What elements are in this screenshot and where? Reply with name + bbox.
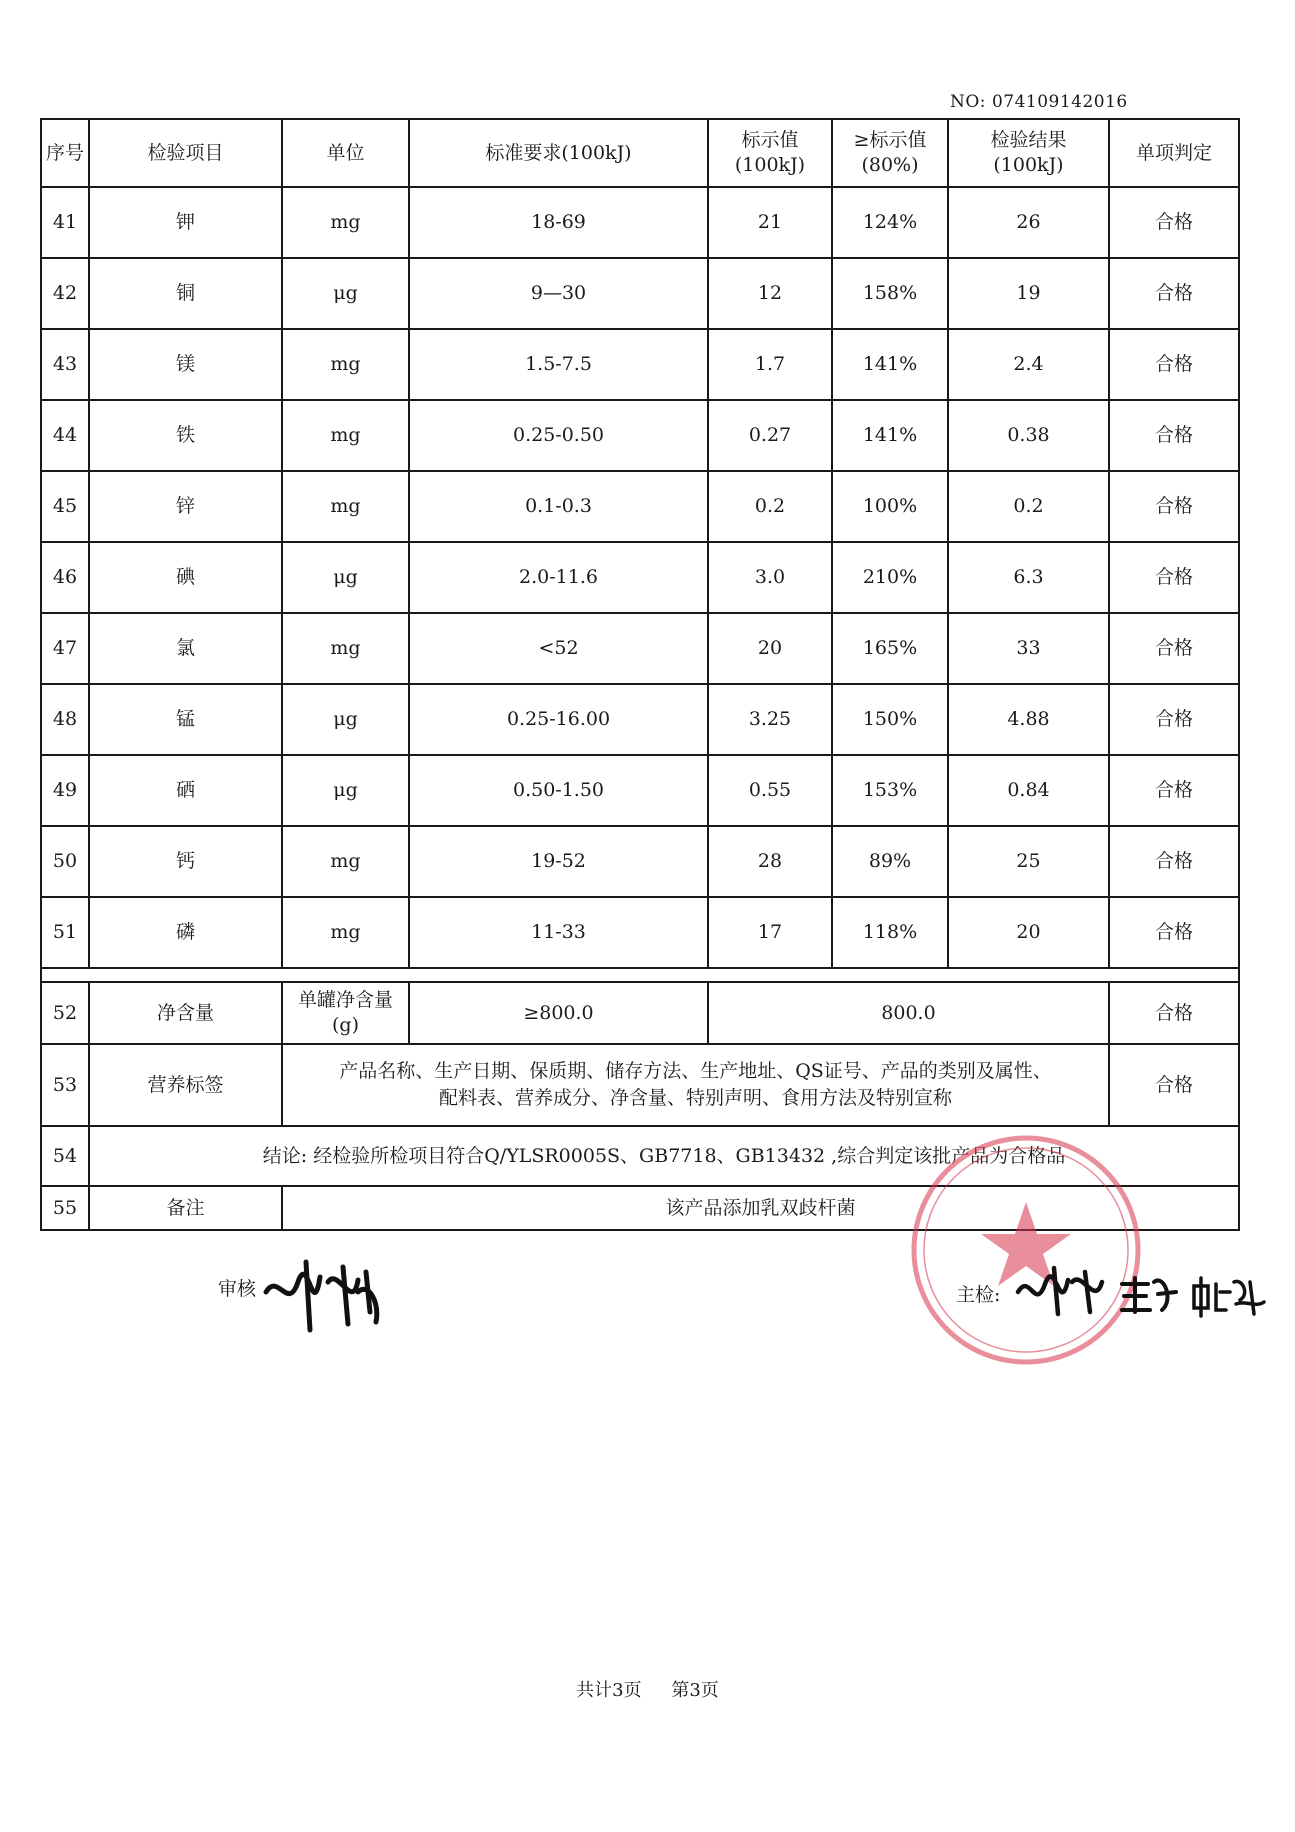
chief-signature-1 <box>1010 1262 1110 1322</box>
header-cell: 标准要求(100kJ) <box>409 119 708 187</box>
cell-labeled: 0.2 <box>708 471 832 542</box>
row53-judgement: 合格 <box>1109 1044 1239 1126</box>
cell-unit: mg <box>282 897 409 968</box>
review-signature <box>258 1252 388 1334</box>
cell-judgement: 合格 <box>1109 471 1239 542</box>
row53-content: 产品名称、生产日期、保质期、储存方法、生产地址、QS证号、产品的类别及属性、 配料表、营养成分、净含量、特别声明、食用方法及特别宣称 <box>282 1044 1109 1126</box>
cell-unit: mg <box>282 187 409 258</box>
cell-ratio: 100% <box>832 471 948 542</box>
table-row <box>41 826 1239 897</box>
cell-unit: mg <box>282 826 409 897</box>
review-signature-area <box>218 1274 256 1301</box>
cell-item: 锌 <box>89 471 282 542</box>
row52-judgement: 合格 <box>1109 982 1239 1044</box>
cell-unit: μg <box>282 258 409 329</box>
cell-result: 0.2 <box>948 471 1109 542</box>
cell-labeled: 20 <box>708 613 832 684</box>
table-row <box>41 400 1239 471</box>
header-cell: 单项判定 <box>1109 119 1239 187</box>
inspection-table <box>40 118 1240 1231</box>
gap-row <box>41 968 1239 982</box>
cell-result: 6.3 <box>948 542 1109 613</box>
cell-no: 50 <box>41 826 89 897</box>
table-row-52 <box>41 982 1239 1044</box>
cell-item: 铁 <box>89 400 282 471</box>
header-cell: 标示值 (100kJ) <box>708 119 832 187</box>
row53-no: 53 <box>41 1044 89 1126</box>
cell-item: 锰 <box>89 684 282 755</box>
row54-conclusion: 结论: 经检验所检项目符合Q/YLSR0005S、GB7718、GB13432 ,综合判定该批产品为合格品 <box>89 1126 1239 1186</box>
cell-result: 2.4 <box>948 329 1109 400</box>
cell-ratio: 118% <box>832 897 948 968</box>
cell-unit: mg <box>282 613 409 684</box>
chief-label: 主检: <box>956 1284 1001 1306</box>
cell-item: 铜 <box>89 258 282 329</box>
cell-item: 硒 <box>89 755 282 826</box>
cell-judgement: 合格 <box>1109 684 1239 755</box>
table-row <box>41 755 1239 826</box>
inspection-seal <box>906 1130 1146 1370</box>
cell-ratio: 89% <box>832 826 948 897</box>
header-row <box>41 119 1239 187</box>
row52-result: 800.0 <box>708 982 1109 1044</box>
cell-result: 0.84 <box>948 755 1109 826</box>
cell-standard: 0.50-1.50 <box>409 755 708 826</box>
cell-no: 46 <box>41 542 89 613</box>
cell-unit: mg <box>282 329 409 400</box>
row52-item: 净含量 <box>89 982 282 1044</box>
table-row <box>41 187 1239 258</box>
table-row <box>41 684 1239 755</box>
cell-ratio: 153% <box>832 755 948 826</box>
cell-labeled: 12 <box>708 258 832 329</box>
chief-signature-2 <box>1118 1270 1180 1316</box>
item-rows <box>41 187 1239 968</box>
row52-unit: 单罐净含量 (g) <box>282 982 409 1044</box>
cell-no: 43 <box>41 329 89 400</box>
cell-judgement: 合格 <box>1109 187 1239 258</box>
cell-no: 42 <box>41 258 89 329</box>
cell-ratio: 141% <box>832 329 948 400</box>
cell-result: 0.38 <box>948 400 1109 471</box>
header-cell: ≥标示值 (80%) <box>832 119 948 187</box>
cell-item: 钙 <box>89 826 282 897</box>
footer-total: 共计3页 <box>576 1680 642 1701</box>
cell-item: 钾 <box>89 187 282 258</box>
cell-ratio: 150% <box>832 684 948 755</box>
cell-no: 51 <box>41 897 89 968</box>
cell-labeled: 3.25 <box>708 684 832 755</box>
cell-unit: μg <box>282 542 409 613</box>
row55-no: 55 <box>41 1186 89 1230</box>
row52-no: 52 <box>41 982 89 1044</box>
cell-labeled: 0.55 <box>708 755 832 826</box>
footer-page: 第3页 <box>671 1680 719 1701</box>
cell-item: 磷 <box>89 897 282 968</box>
cell-labeled: 3.0 <box>708 542 832 613</box>
cell-item: 碘 <box>89 542 282 613</box>
cell-no: 48 <box>41 684 89 755</box>
table-row <box>41 329 1239 400</box>
cell-ratio: 210% <box>832 542 948 613</box>
cell-no: 44 <box>41 400 89 471</box>
cell-judgement: 合格 <box>1109 258 1239 329</box>
cell-no: 47 <box>41 613 89 684</box>
page-footer <box>0 1676 1295 1702</box>
cell-standard: 0.25-0.50 <box>409 400 708 471</box>
cell-result: 20 <box>948 897 1109 968</box>
cell-result: 33 <box>948 613 1109 684</box>
cell-result: 4.88 <box>948 684 1109 755</box>
cell-result: 26 <box>948 187 1109 258</box>
row53-item: 营养标签 <box>89 1044 282 1126</box>
cell-result: 19 <box>948 258 1109 329</box>
cell-standard: 9—30 <box>409 258 708 329</box>
row52-standard: ≥800.0 <box>409 982 708 1044</box>
row54-no: 54 <box>41 1126 89 1186</box>
cell-unit: mg <box>282 471 409 542</box>
cell-ratio: 165% <box>832 613 948 684</box>
cell-item: 镁 <box>89 329 282 400</box>
cell-standard: 1.5-7.5 <box>409 329 708 400</box>
row55-remark: 该产品添加乳双歧杆菌 <box>282 1186 1239 1230</box>
cell-judgement: 合格 <box>1109 542 1239 613</box>
table-row <box>41 258 1239 329</box>
cell-standard: 19-52 <box>409 826 708 897</box>
table-row <box>41 613 1239 684</box>
cell-labeled: 28 <box>708 826 832 897</box>
cell-judgement: 合格 <box>1109 897 1239 968</box>
cell-standard: <52 <box>409 613 708 684</box>
cell-labeled: 17 <box>708 897 832 968</box>
cell-result: 25 <box>948 826 1109 897</box>
cell-ratio: 141% <box>832 400 948 471</box>
cell-labeled: 1.7 <box>708 329 832 400</box>
cell-standard: 2.0-11.6 <box>409 542 708 613</box>
table-row <box>41 471 1239 542</box>
cell-labeled: 0.27 <box>708 400 832 471</box>
table-row <box>41 897 1239 968</box>
cell-item: 氯 <box>89 613 282 684</box>
cell-standard: 0.25-16.00 <box>409 684 708 755</box>
review-label: 审核 <box>218 1278 257 1300</box>
cell-judgement: 合格 <box>1109 400 1239 471</box>
table-row-53 <box>41 1044 1239 1126</box>
header-cell: 序号 <box>41 119 89 187</box>
cell-standard: 18-69 <box>409 187 708 258</box>
cell-unit: μg <box>282 755 409 826</box>
cell-judgement: 合格 <box>1109 826 1239 897</box>
table-row <box>41 542 1239 613</box>
cell-unit: μg <box>282 684 409 755</box>
header-cell: 检验结果 (100kJ) <box>948 119 1109 187</box>
cell-unit: mg <box>282 400 409 471</box>
chief-signature-3 <box>1190 1274 1270 1318</box>
cell-standard: 11-33 <box>409 897 708 968</box>
header-cell: 单位 <box>282 119 409 187</box>
cell-ratio: 124% <box>832 187 948 258</box>
report-number: NO: 074109142016 <box>950 92 1128 112</box>
cell-no: 45 <box>41 471 89 542</box>
row55-item: 备注 <box>89 1186 282 1230</box>
cell-no: 49 <box>41 755 89 826</box>
cell-ratio: 158% <box>832 258 948 329</box>
cell-labeled: 21 <box>708 187 832 258</box>
cell-judgement: 合格 <box>1109 613 1239 684</box>
cell-standard: 0.1-0.3 <box>409 471 708 542</box>
cell-judgement: 合格 <box>1109 755 1239 826</box>
cell-no: 41 <box>41 187 89 258</box>
cell-judgement: 合格 <box>1109 329 1239 400</box>
header-cell: 检验项目 <box>89 119 282 187</box>
chief-signature-area <box>956 1280 1000 1307</box>
